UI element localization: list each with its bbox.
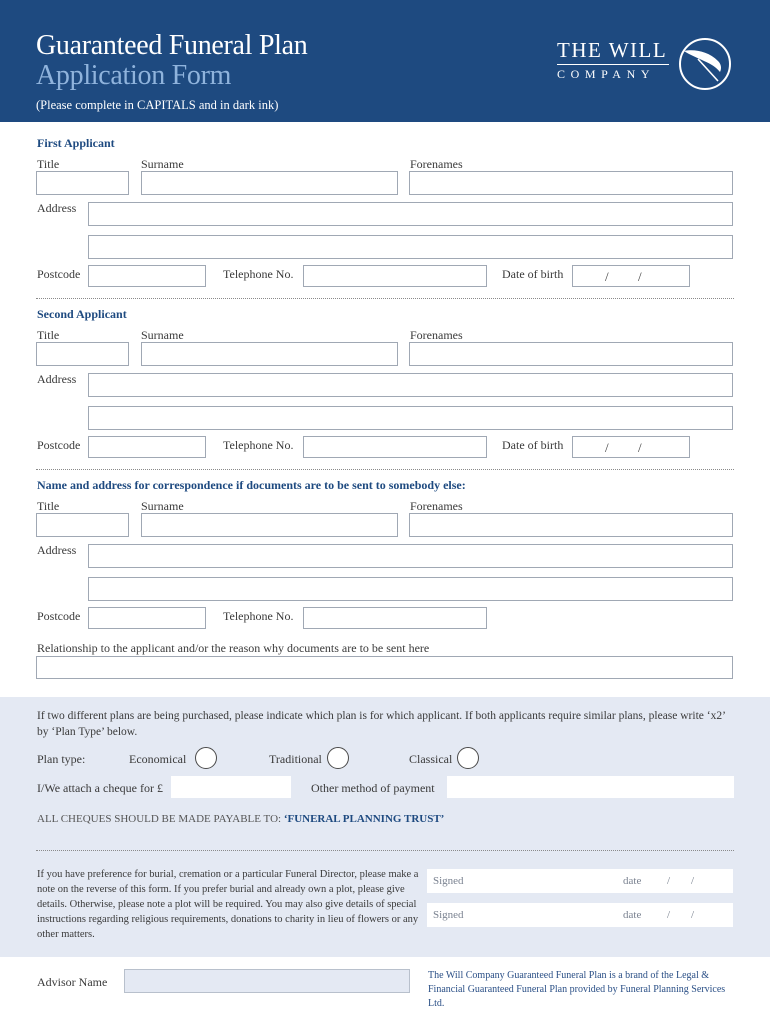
second-surname-label: Surname (141, 328, 184, 342)
plan-instructions: If two different plans are being purchased, please indicate which plan is for which applicant. If both applicants require similar plans, please write ‘x2’ by ‘Plan Type’ below. (37, 710, 726, 738)
first-postcode-label: Postcode (37, 267, 81, 281)
payable-notice (37, 813, 444, 825)
corr-address-line1-field[interactable] (88, 544, 733, 568)
first-address-label: Address (37, 201, 77, 215)
date-separator: / (667, 875, 671, 887)
first-forenames-field[interactable] (409, 171, 733, 195)
signature-field-1[interactable] (427, 869, 733, 893)
first-title-field[interactable] (36, 171, 129, 195)
preferences-note: If you have preference for burial, cremation or a particular Funeral Director, please make a note on the reverse of this form. If you prefer burial and already own a plot, please give details. Otherwise, please note a plot will be required. You may also give details of special instructions regarding religious requirements, donations to charity in lieu of flowers or any other matters. (37, 869, 419, 940)
corr-surname-field[interactable] (141, 513, 398, 537)
signature-field-2[interactable] (427, 903, 733, 927)
payable-prefix: ALL CHEQUES SHOULD BE MADE PAYABLE TO: (37, 813, 284, 825)
second-address-line1-field[interactable] (88, 373, 733, 397)
quill-logo-icon (678, 37, 732, 91)
first-telephone-label: Telephone No. (223, 267, 294, 281)
signed-label: Signed (433, 875, 464, 887)
first-dob-label: Date of birth (502, 267, 564, 281)
form-subtitle-title: Application Form (36, 60, 232, 91)
plan-economical-label: Economical (129, 752, 187, 766)
section-divider (36, 469, 734, 470)
other-payment-field[interactable] (447, 776, 734, 798)
first-forenames-label: Forenames (410, 157, 463, 171)
dob-separator: / (605, 269, 609, 284)
cheque-label: I/We attach a cheque for £ (37, 781, 163, 795)
plan-type-label: Plan type: (37, 752, 86, 766)
payable-name: ‘FUNERAL PLANNING TRUST’ (283, 813, 445, 825)
section-divider (36, 850, 734, 851)
correspondence-heading: Name and address for correspondence if documents are to be sent to somebody else: (37, 478, 466, 492)
corr-address-line2-field[interactable] (88, 577, 733, 601)
dob-separator: / (638, 440, 642, 455)
corr-telephone-label: Telephone No. (223, 609, 294, 623)
cheque-amount-field[interactable] (171, 776, 291, 798)
date-label: date (623, 875, 642, 887)
plan-traditional-label: Traditional (269, 752, 322, 766)
logo-text-bottom: COMPANY (557, 67, 656, 81)
second-forenames-label: Forenames (410, 328, 463, 342)
signed-label: Signed (433, 909, 464, 921)
plan-classical-label: Classical (409, 752, 453, 766)
second-forenames-field[interactable] (409, 342, 733, 366)
date-separator: / (667, 909, 671, 921)
corr-title-field[interactable] (36, 513, 129, 537)
relationship-field[interactable] (36, 656, 733, 679)
relationship-label: Relationship to the applicant and/or the reason why documents are to be sent here (37, 641, 430, 655)
second-title-label: Title (37, 328, 60, 342)
second-postcode-field[interactable] (88, 436, 206, 458)
first-address-line1-field[interactable] (88, 202, 733, 226)
second-telephone-label: Telephone No. (223, 438, 294, 452)
first-postcode-field[interactable] (88, 265, 206, 287)
date-separator: / (691, 875, 695, 887)
dob-separator: / (605, 440, 609, 455)
logo-text-top: THE WILL (557, 38, 668, 62)
corr-surname-label: Surname (141, 499, 184, 513)
second-applicant-heading: Second Applicant (37, 307, 127, 321)
form-instruction: (Please complete in CAPITALS and in dark ink) (36, 98, 279, 112)
second-title-field[interactable] (36, 342, 129, 366)
first-surname-field[interactable] (141, 171, 398, 195)
header-banner (0, 0, 770, 122)
date-label: date (623, 909, 642, 921)
second-postcode-label: Postcode (37, 438, 81, 452)
first-surname-label: Surname (141, 157, 184, 171)
second-address-line2-field[interactable] (88, 406, 733, 430)
first-title-label: Title (37, 157, 60, 171)
corr-forenames-field[interactable] (409, 513, 733, 537)
form-title: Guaranteed Funeral Plan (36, 30, 308, 61)
corr-title-label: Title (37, 499, 60, 513)
dob-separator: / (638, 269, 642, 284)
advisor-name-field[interactable] (124, 969, 410, 993)
advisor-label: Advisor Name (37, 975, 108, 989)
other-payment-label: Other method of payment (311, 781, 435, 795)
plan-classical-radio[interactable] (457, 747, 479, 769)
first-telephone-field[interactable] (303, 265, 487, 287)
corr-telephone-field[interactable] (303, 607, 487, 629)
second-surname-field[interactable] (141, 342, 398, 366)
second-dob-label: Date of birth (502, 438, 564, 452)
first-applicant-heading: First Applicant (37, 136, 115, 150)
footer-disclaimer: The Will Company Guaranteed Funeral Plan is a brand of the Legal & Financial Guaranteed Funeral Plan provided by Funeral Planning Services Ltd. (428, 970, 726, 1009)
first-dob-field[interactable] (572, 265, 690, 287)
logo-divider (557, 64, 669, 65)
second-telephone-field[interactable] (303, 436, 487, 458)
first-address-line2-field[interactable] (88, 235, 733, 259)
corr-forenames-label: Forenames (410, 499, 463, 513)
corr-postcode-field[interactable] (88, 607, 206, 629)
corr-postcode-label: Postcode (37, 609, 81, 623)
section-divider (36, 298, 734, 299)
second-address-label: Address (37, 372, 77, 386)
plan-traditional-radio[interactable] (327, 747, 349, 769)
corr-address-label: Address (37, 543, 77, 557)
date-separator: / (691, 909, 695, 921)
plan-economical-radio[interactable] (195, 747, 217, 769)
second-dob-field[interactable] (572, 436, 690, 458)
